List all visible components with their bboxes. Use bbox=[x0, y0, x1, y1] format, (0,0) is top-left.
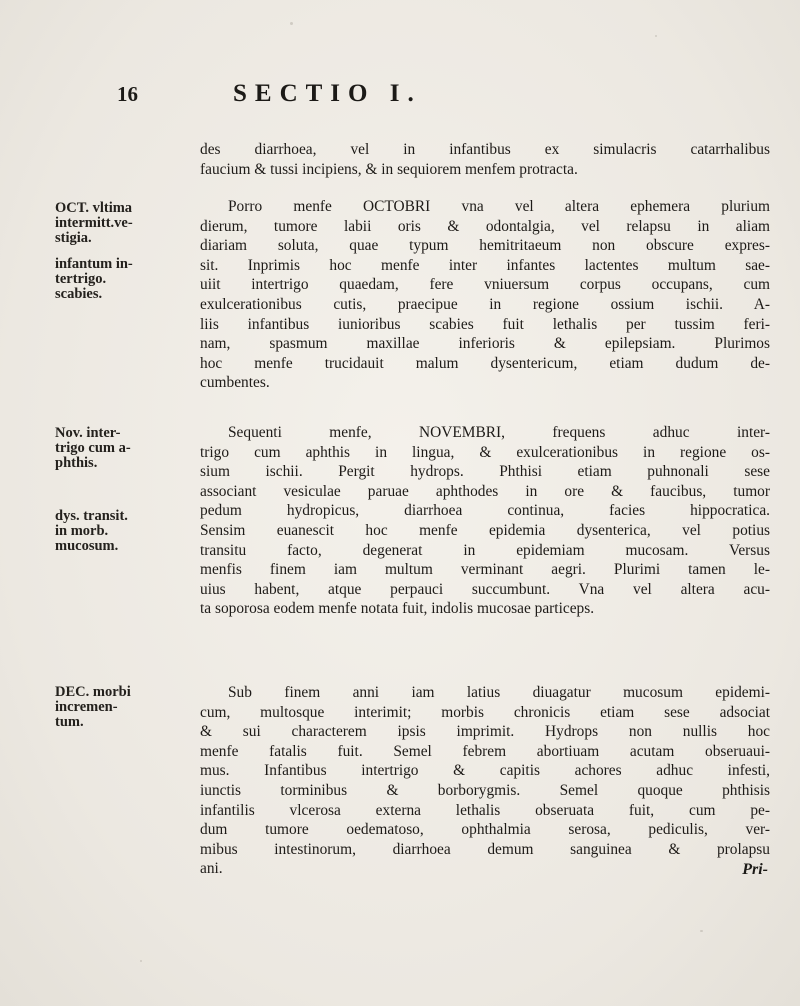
margin-note-october bbox=[55, 201, 185, 302]
margin-note-line: DEC. morbi bbox=[55, 684, 131, 700]
running-title: SECTIO I. bbox=[233, 80, 422, 107]
paper-speck bbox=[290, 22, 293, 25]
text-line: diariam soluta, quae typum hemitritaeum non obscure expres- bbox=[200, 237, 770, 255]
margin-note-line: Nov. inter- bbox=[55, 425, 121, 441]
text-line: hoc menfe trucidauit malum dysentericum, etiam dudum de- bbox=[200, 354, 770, 372]
text-line: Sensim euanescit hoc menfe epidemia dysenterica, vel potius bbox=[200, 521, 770, 539]
text-line: pedum hydropicus, diarrhoea continua, facies hippocratica. bbox=[200, 502, 770, 520]
margin-note-line: infantum in- bbox=[55, 256, 133, 272]
margin-note-november bbox=[55, 426, 185, 554]
paper-speck bbox=[140, 960, 142, 962]
text-line: associant vesiculae paruae aphthodes in ore & faucibus, tumor bbox=[200, 482, 770, 500]
page-header bbox=[0, 80, 800, 120]
text-line: menfis finem iam multum verminant aegri. Plurimi tamen le- bbox=[200, 561, 770, 579]
text-line: Porro menfe OCTOBRI vna vel altera ephemera plurium bbox=[228, 198, 770, 215]
text-line: des diarrhoea, vel in infantibus ex simulacris catarrhalibus bbox=[200, 141, 770, 158]
margin-note-december bbox=[55, 685, 185, 730]
text-line: Sub finem anni iam latius diuagatur mucosum epidemi- bbox=[228, 684, 770, 701]
text-line: & sui characterem ipsis imprimit. Hydrops non nullis hoc bbox=[200, 723, 770, 741]
margin-note-line: tum. bbox=[55, 714, 84, 730]
text-line: mus. Infantibus intertrigo & capitis achores adhuc infesti, bbox=[200, 762, 770, 780]
text-line: uiit intertrigo quaedam, fere vniuersum corpus occupans, cum bbox=[200, 276, 770, 294]
paragraph-december bbox=[200, 683, 770, 879]
margin-note-line: in morb. bbox=[55, 523, 109, 539]
page-number: 16 bbox=[117, 82, 138, 106]
text-line: dierum, tumore labii oris & odontalgia, vel relapsu in aliam bbox=[200, 217, 770, 235]
margin-note-line: trigo cum a- bbox=[55, 440, 131, 456]
text-line: sium ischii. Pergit hydrops. Phthisi etiam puhnonali sese bbox=[200, 463, 770, 481]
text-line: uius habent, atque perpauci succumbunt. Vna vel altera acu- bbox=[200, 580, 770, 598]
margin-note-line: OCT. vltima bbox=[55, 200, 133, 216]
margin-note-line: intermitt.ve- bbox=[55, 215, 133, 231]
text-line: exulcerationibus cutis, praecipue in regione ossium ischii. A- bbox=[200, 295, 770, 313]
text-line: faucium & tussi incipiens, & in sequiorem menfem protracta. bbox=[200, 160, 578, 178]
paragraph-october bbox=[200, 197, 770, 393]
text-line: infantilis vlcerosa externa lethalis obseruata fuit, cum pe- bbox=[200, 801, 770, 819]
margin-note-line: dys. transit. bbox=[55, 508, 128, 524]
text-line: menfe fatalis fuit. Semel febrem abortiuam acutam obseruaui- bbox=[200, 742, 770, 760]
text-line: cum, multosque interimit; morbis chronicis etiam sese adsociat bbox=[200, 703, 770, 721]
margin-note-line: tertrigo. bbox=[55, 271, 107, 287]
paper-speck bbox=[655, 35, 657, 37]
text-line: mibus intestinorum, diarrhoea demum sanguinea & prolapsu bbox=[200, 840, 770, 858]
margin-note-line: stigia. bbox=[55, 230, 92, 246]
text-line: dum tumore oedematoso, ophthalmia serosa, pediculis, ver- bbox=[200, 821, 770, 839]
text-line: ani. bbox=[200, 860, 223, 878]
paragraph-november bbox=[200, 423, 770, 619]
margin-note-line: mucosum. bbox=[55, 538, 119, 554]
text-line: liis infantibus iunioribus scabies fuit lethalis per tussim feri- bbox=[200, 315, 770, 333]
text-line: Sequenti menfe, NOVEMBRI, frequens adhuc inter- bbox=[228, 424, 770, 441]
text-line: ta soporosa eodem menfe notata fuit, indolis mucosae particeps. bbox=[200, 600, 595, 618]
text-line: cumbentes. bbox=[200, 374, 270, 392]
text-line: trigo cum aphthis in lingua, & exulcerationibus in regione os- bbox=[200, 443, 770, 461]
catchword: Pri- bbox=[742, 861, 768, 878]
intro-paragraph bbox=[200, 140, 770, 179]
text-line: iunctis torminibus & borborygmis. Semel quoque phthisis bbox=[200, 781, 770, 799]
text-line: transitu facto, degenerat in epidemiam mucosam. Versus bbox=[200, 541, 770, 559]
margin-note-line: incremen- bbox=[55, 699, 118, 715]
margin-note-line: scabies. bbox=[55, 286, 103, 302]
text-line: nam, spasmum maxillae inferioris & epilepsiam. Plurimos bbox=[200, 335, 770, 353]
margin-note-spacer bbox=[55, 471, 185, 509]
margin-note-line: phthis. bbox=[55, 455, 98, 471]
paper-speck bbox=[700, 930, 703, 932]
text-line: sit. Inprimis hoc menfe inter infantes lactentes multum sae- bbox=[200, 256, 770, 274]
